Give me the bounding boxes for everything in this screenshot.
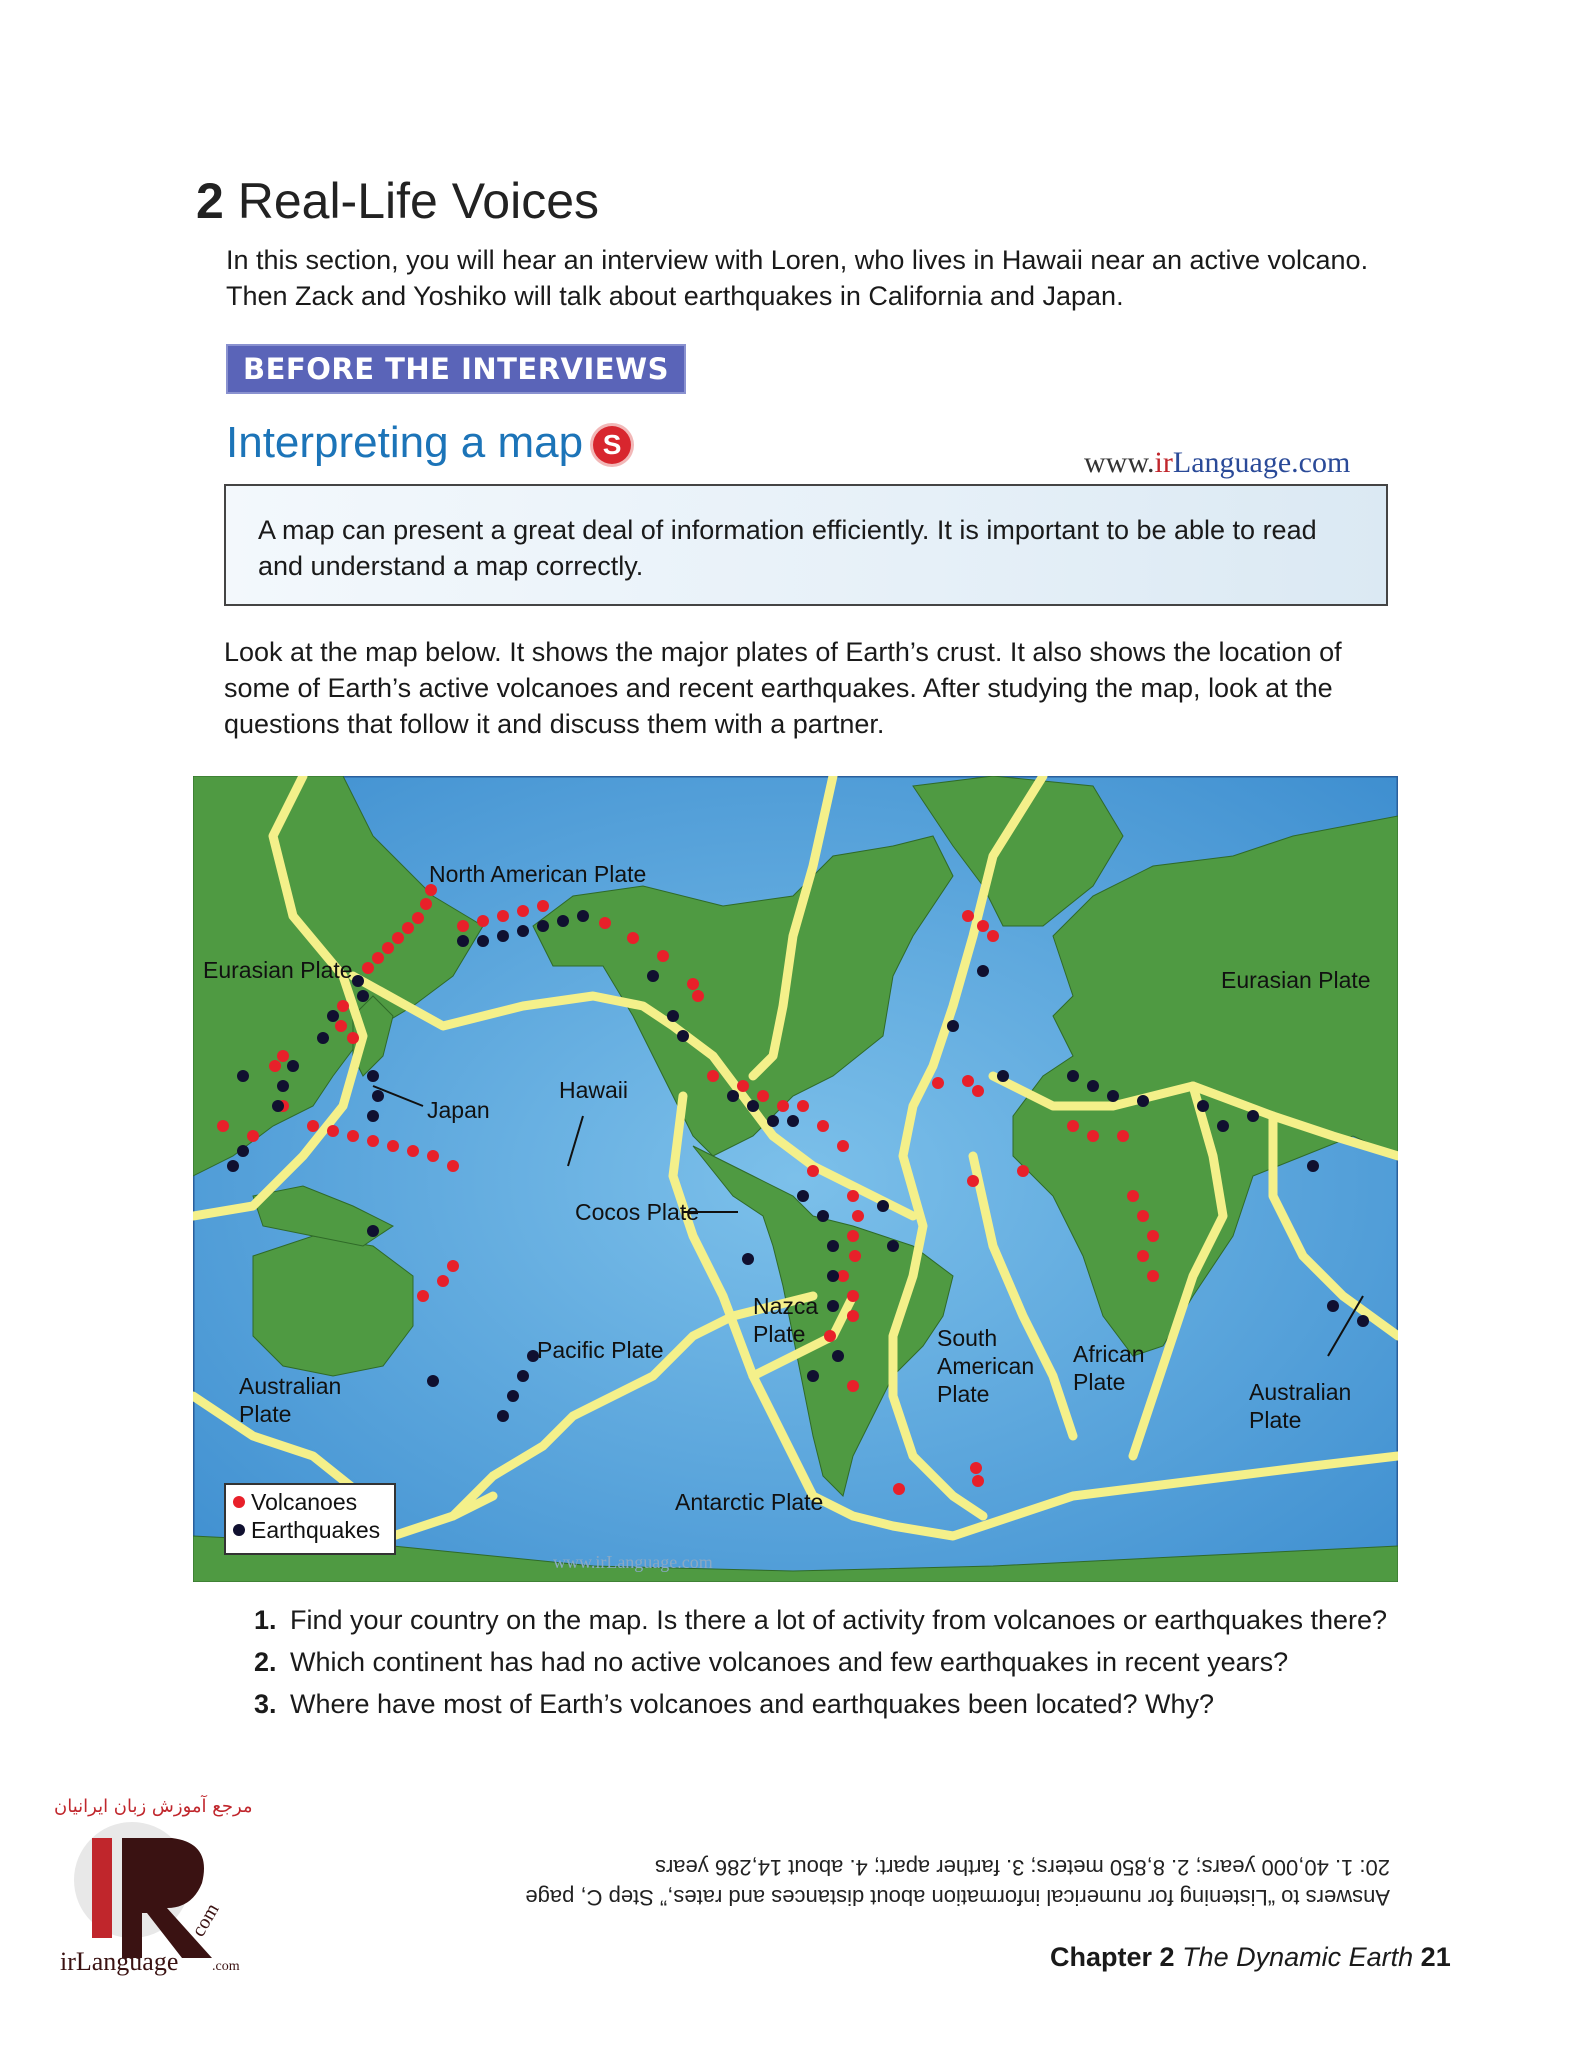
question-item: [254, 1602, 1404, 1638]
logo-letter-i: [92, 1838, 112, 1938]
label-african-2: Plate: [1073, 1369, 1126, 1395]
page-number: 21: [1420, 1942, 1451, 1972]
label-australian-left-2: Plate: [239, 1401, 292, 1427]
question-number: 3.: [254, 1689, 277, 1719]
label-south-american-2: American: [937, 1353, 1035, 1379]
logo-com: com: [187, 1899, 224, 1941]
watermark-ir: ir: [1154, 446, 1173, 479]
question-number: 1.: [254, 1605, 277, 1635]
legend-volcano-icon: [233, 1496, 245, 1508]
section-title-text: Real-Life Voices: [237, 173, 600, 229]
question-text: Find your country on the map. Is there a lot of activity from volcanoes or earthquakes there?: [290, 1605, 1388, 1635]
label-australian-right-2: Plate: [1249, 1407, 1302, 1433]
footer-chapter: Chapter 2: [1050, 1942, 1175, 1972]
watermark-lan: Lan: [1172, 446, 1220, 479]
logo-letter-r: [122, 1838, 212, 1958]
label-african-1: African: [1073, 1341, 1145, 1367]
info-callout-box: [224, 484, 1388, 606]
label-australian-left-1: Australian: [239, 1373, 342, 1399]
label-cocos-plate: Cocos Plate: [575, 1199, 700, 1225]
label-eurasian-plate-left: Eurasian Plate: [203, 957, 353, 983]
footer-title: The Dynamic Earth: [1182, 1942, 1414, 1972]
logo-persian-text: مرجع آموزش زبان ایرانیان: [54, 1796, 253, 1817]
legend-volcanoes: Volcanoes: [251, 1489, 358, 1515]
question-item: [254, 1686, 1404, 1722]
callout-text: A map can present a great deal of information efficiently. It is important to be able to read and understand a map correctly.: [258, 515, 1317, 581]
label-south-american-3: Plate: [937, 1381, 990, 1407]
legend-earthquake-icon: [233, 1524, 245, 1536]
irlanguage-logo: [52, 1788, 272, 1978]
logo-suffix: .com: [212, 1959, 240, 1974]
label-nazca-2: Plate: [753, 1321, 806, 1347]
label-hawaii: Hawaii: [559, 1077, 629, 1103]
question-list: [254, 1602, 1404, 1728]
skill-badge-icon: S: [593, 426, 631, 464]
question-number: 2.: [254, 1647, 277, 1677]
logo-brand: irLanguage: [60, 1947, 179, 1976]
label-nazca-1: Nazca: [753, 1293, 819, 1319]
subheading: [226, 418, 631, 468]
section-title: [196, 172, 599, 230]
before-interviews-banner: BEFORE THE INTERVIEWS: [226, 344, 686, 394]
legend-earthquakes: Earthquakes: [251, 1517, 381, 1543]
label-south-american-1: South: [937, 1325, 998, 1351]
question-item: [254, 1644, 1404, 1680]
tectonic-plate-map: [193, 776, 1398, 1582]
map-watermark: www.irLanguage.com: [553, 1552, 713, 1572]
label-australian-right-1: Australian: [1249, 1379, 1352, 1405]
watermark: [1084, 446, 1350, 480]
page-footer: [1050, 1942, 1451, 1973]
upside-down-answers: Answers to “Listening for numerical information about distances and rates,” Step C, page 20: 1. 40,000 years; 2. 8,850 meters; 3. farther apart; 4. about 14,286 years: [525, 1855, 1390, 1910]
map-legend: [225, 1484, 395, 1554]
instruction-paragraph: Look at the map below. It shows the major plates of Earth’s crust. It also shows the location of some of Earth’s active volcanoes and recent earthquakes. After studying the map, look at the questions that follow it and discuss them with a partner.: [224, 637, 1342, 739]
subheading-text: Interpreting a map: [226, 418, 584, 467]
watermark-prefix: www.: [1084, 446, 1155, 479]
label-japan: Japan: [427, 1097, 490, 1123]
section-number: 2: [196, 173, 224, 229]
question-text: Which continent has had no active volcanoes and few earthquakes in recent years?: [290, 1647, 1289, 1677]
label-north-american-plate: North American Plate: [429, 861, 647, 887]
label-pacific-plate: Pacific Plate: [537, 1337, 664, 1363]
question-text: Where have most of Earth’s volcanoes and earthquakes been located? Why?: [290, 1689, 1215, 1719]
label-antarctic-plate: Antarctic Plate: [675, 1489, 824, 1515]
label-eurasian-plate-right: Eurasian Plate: [1221, 967, 1371, 993]
watermark-rest: guage.com: [1219, 446, 1351, 479]
intro-text: In this section, you will hear an interview with Loren, who lives in Hawaii near an active volcano. Then Zack and Yoshiko will talk about earthquakes in California and Japan.: [226, 245, 1369, 311]
